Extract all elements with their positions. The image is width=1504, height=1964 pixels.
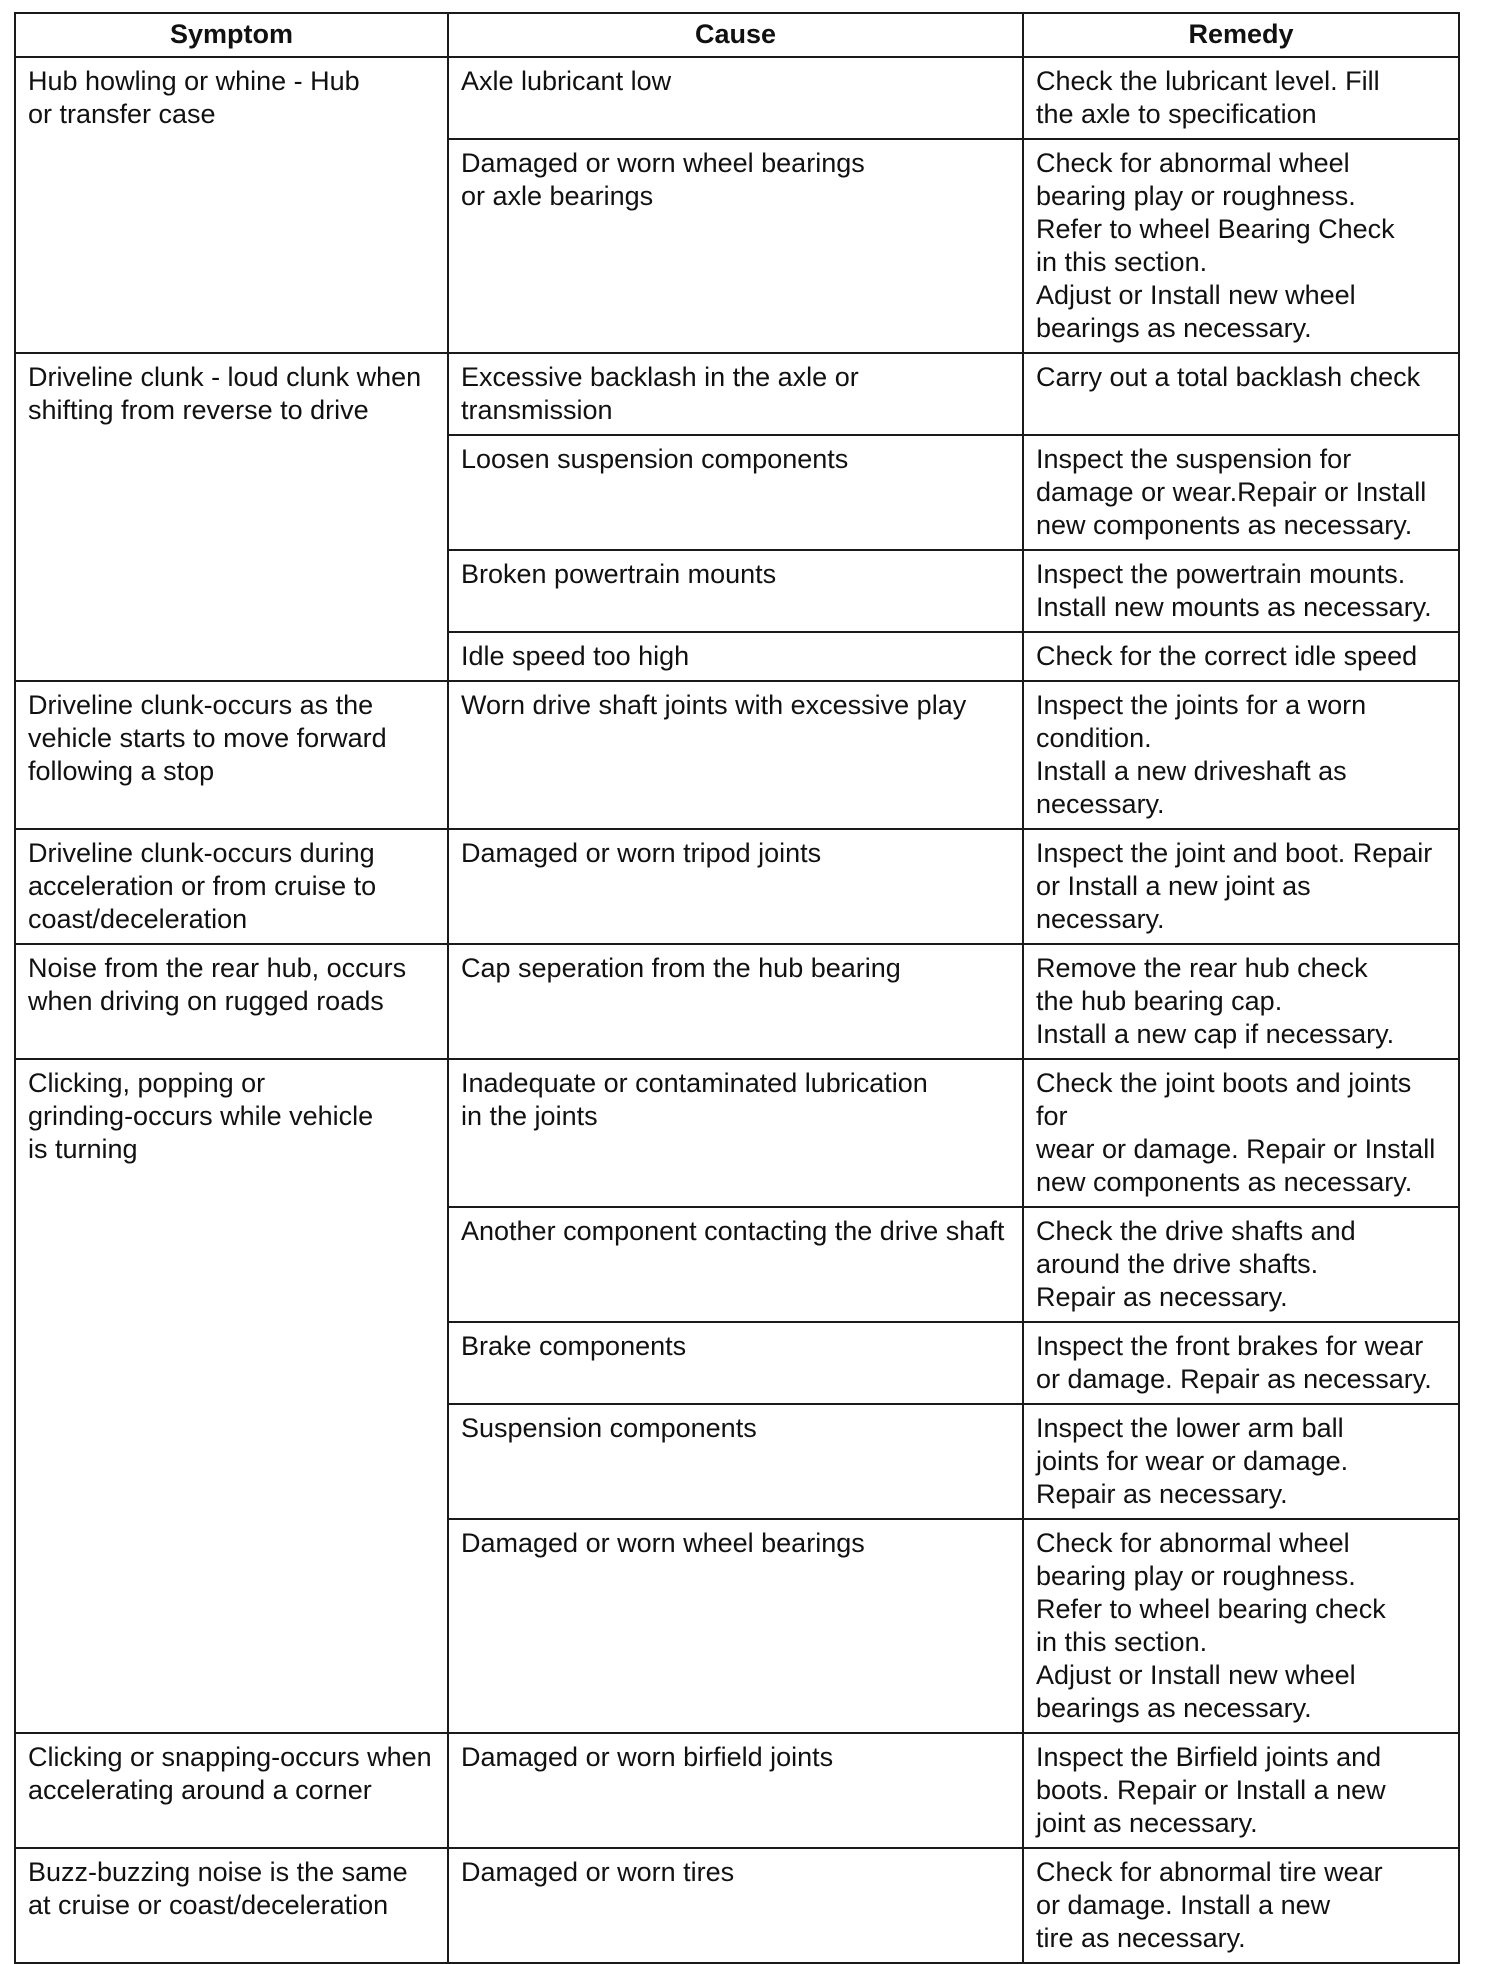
cause-cell: Loosen suspension components xyxy=(448,435,1023,550)
cause-cell: Damaged or worn birfield joints xyxy=(448,1733,1023,1848)
symptom-cell: Hub howling or whine - Hub or transfer case xyxy=(15,57,448,353)
cause-cell: Damaged or worn tires xyxy=(448,1848,1023,1963)
remedy-cell: Check the lubricant level. Fill the axle to specification xyxy=(1023,57,1459,139)
table-row xyxy=(15,1059,1459,1207)
remedy-cell: Inspect the joint and boot. Repair or Install a new joint as necessary. xyxy=(1023,829,1459,944)
remedy-cell: Inspect the front brakes for wear or damage. Repair as necessary. xyxy=(1023,1322,1459,1404)
cause-cell: Damaged or worn tripod joints xyxy=(448,829,1023,944)
symptom-cell: Buzz-buzzing noise is the same at cruise or coast/deceleration xyxy=(15,1848,448,1963)
diagnosis-table xyxy=(14,12,1460,1964)
table-row xyxy=(15,57,1459,139)
cause-cell: Axle lubricant low xyxy=(448,57,1023,139)
remedy-cell: Inspect the powertrain mounts. Install new mounts as necessary. xyxy=(1023,550,1459,632)
cause-cell: Damaged or worn wheel bearings xyxy=(448,1519,1023,1733)
cause-cell: Damaged or worn wheel bearings or axle bearings xyxy=(448,139,1023,353)
symptom-column-header: Symptom xyxy=(15,13,448,57)
remedy-cell: Inspect the joints for a worn condition. Install a new driveshaft as necessary. xyxy=(1023,681,1459,829)
symptom-cell: Driveline clunk-occurs during acceleration or from cruise to coast/deceleration xyxy=(15,829,448,944)
cause-cell: Suspension components xyxy=(448,1404,1023,1519)
cause-cell: Brake components xyxy=(448,1322,1023,1404)
symptom-cell: Clicking, popping or grinding-occurs while vehicle is turning xyxy=(15,1059,448,1733)
table-row xyxy=(15,681,1459,829)
remedy-cell: Check the drive shafts and around the drive shafts. Repair as necessary. xyxy=(1023,1207,1459,1322)
table-row xyxy=(15,829,1459,944)
remedy-cell: Check for abnormal wheel bearing play or roughness. Refer to wheel bearing check in this section. Adjust or Install new wheel bearings as necessary. xyxy=(1023,1519,1459,1733)
remedy-cell: Remove the rear hub check the hub bearing cap. Install a new cap if necessary. xyxy=(1023,944,1459,1059)
cause-column-header: Cause xyxy=(448,13,1023,57)
table-row xyxy=(15,944,1459,1059)
cause-cell: Worn drive shaft joints with excessive play xyxy=(448,681,1023,829)
remedy-cell: Inspect the lower arm ball joints for wear or damage. Repair as necessary. xyxy=(1023,1404,1459,1519)
table-row xyxy=(15,1733,1459,1848)
cause-cell: Excessive backlash in the axle or transmission xyxy=(448,353,1023,435)
remedy-cell: Inspect the suspension for damage or wear.Repair or Install new components as necessary. xyxy=(1023,435,1459,550)
remedy-cell: Inspect the Birfield joints and boots. Repair or Install a new joint as necessary. xyxy=(1023,1733,1459,1848)
remedy-cell: Check for abnormal wheel bearing play or roughness. Refer to wheel Bearing Check in this section. Adjust or Install new wheel bearings as necessary. xyxy=(1023,139,1459,353)
table-row xyxy=(15,353,1459,435)
cause-cell: Broken powertrain mounts xyxy=(448,550,1023,632)
remedy-cell: Carry out a total backlash check xyxy=(1023,353,1459,435)
symptom-cell: Driveline clunk-occurs as the vehicle starts to move forward following a stop xyxy=(15,681,448,829)
table-row xyxy=(15,1848,1459,1963)
remedy-column-header: Remedy xyxy=(1023,13,1459,57)
cause-cell: Inadequate or contaminated lubrication in the joints xyxy=(448,1059,1023,1207)
header-row xyxy=(15,13,1459,57)
remedy-cell: Check the joint boots and joints for wear or damage. Repair or Install new components as necessary. xyxy=(1023,1059,1459,1207)
symptom-cell: Clicking or snapping-occurs when accelerating around a corner xyxy=(15,1733,448,1848)
symptom-cell: Driveline clunk - loud clunk when shifting from reverse to drive xyxy=(15,353,448,681)
cause-cell: Idle speed too high xyxy=(448,632,1023,681)
cause-cell: Another component contacting the drive shaft xyxy=(448,1207,1023,1322)
cause-cell: Cap seperation from the hub bearing xyxy=(448,944,1023,1059)
remedy-cell: Check for the correct idle speed xyxy=(1023,632,1459,681)
symptom-cell: Noise from the rear hub, occurs when driving on rugged roads xyxy=(15,944,448,1059)
remedy-cell: Check for abnormal tire wear or damage. Install a new tire as necessary. xyxy=(1023,1848,1459,1963)
